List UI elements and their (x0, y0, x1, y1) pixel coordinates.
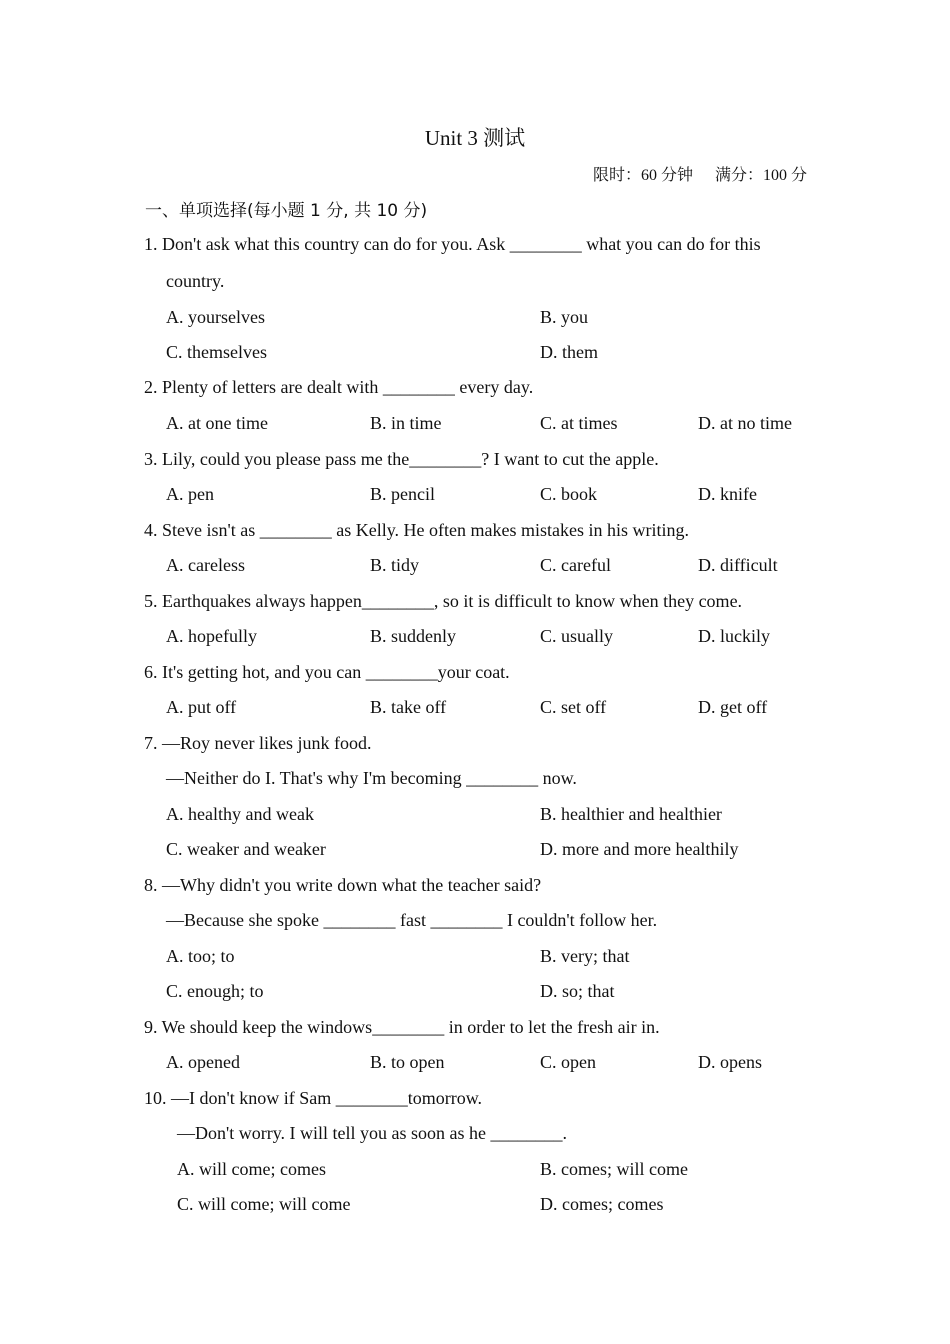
question-7-stem-cont: —Neither do I. That's why I'm becoming ________ now. (166, 768, 577, 788)
question-3-option-d: D. knife (698, 484, 757, 504)
question-5-option-b: B. suddenly (370, 626, 457, 646)
section-heading: 一、单项选择(每小题 1 分, 共 10 分) (145, 201, 428, 221)
full-score: 满分：100 分 (714, 167, 807, 184)
question-2-option-c: C. at times (540, 413, 618, 433)
question-5-stem: 5. Earthquakes always happen________, so it is difficult to know when they come. (144, 591, 743, 611)
question-4-option-a: A. careless (166, 555, 245, 575)
question-1-option-d: D. them (540, 342, 598, 362)
question-6-stem: 6. It's getting hot, and you can ________your coat. (144, 662, 510, 682)
question-1-stem: 1. Don't ask what this country can do for you. Ask ________ what you can do for this (144, 234, 761, 254)
question-8-stem: 8. —Why didn't you write down what the teacher said? (144, 875, 542, 895)
question-10-option-d: D. comes; comes (540, 1194, 664, 1214)
question-8-stem-cont: —Because she spoke ________ fast ________ I couldn't follow her. (166, 910, 658, 930)
question-2-stem: 2. Plenty of letters are dealt with ________ every day. (144, 377, 534, 397)
question-8-option-c: C. enough; to (166, 981, 264, 1001)
question-9-option-c: C. open (540, 1052, 596, 1072)
question-5-option-a: A. hopefully (166, 626, 257, 646)
question-10-option-b: B. comes; will come (540, 1159, 688, 1179)
question-6-option-c: C. set off (540, 697, 607, 717)
question-10-option-a: A. will come; comes (177, 1159, 326, 1179)
question-8-option-a: A. too; to (166, 946, 235, 966)
question-7-option-b: B. healthier and healthier (540, 804, 722, 824)
question-10-option-c: C. will come; will come (177, 1194, 351, 1214)
question-2-option-d: D. at no time (698, 413, 792, 433)
question-4-option-c: C. careful (540, 555, 611, 575)
question-9-option-d: D. opens (698, 1052, 762, 1072)
question-8-option-b: B. very; that (540, 946, 630, 966)
question-1-option-c: C. themselves (166, 342, 267, 362)
question-10-stem: 10. —I don't know if Sam ________tomorrow. (144, 1088, 483, 1108)
question-6-option-a: A. put off (166, 697, 237, 717)
question-10-stem-cont: —Don't worry. I will tell you as soon as he ________. (177, 1123, 568, 1143)
question-4-stem: 4. Steve isn't as ________ as Kelly. He often makes mistakes in his writing. (144, 520, 690, 540)
question-3-option-a: A. pen (166, 484, 214, 504)
question-1-option-b: B. you (540, 307, 589, 327)
question-3-option-c: C. book (540, 484, 598, 504)
question-7-stem: 7. —Roy never likes junk food. (144, 733, 372, 753)
question-2-option-a: A. at one time (166, 413, 268, 433)
page-title: Unit 3 测试 (424, 126, 526, 150)
question-3-stem: 3. Lily, could you please pass me the________? I want to cut the apple. (144, 449, 659, 469)
question-7-option-a: A. healthy and weak (166, 804, 314, 824)
question-9-option-a: A. opened (166, 1052, 240, 1072)
question-7-option-d: D. more and more healthily (540, 839, 739, 859)
question-5-option-d: D. luckily (698, 626, 770, 646)
question-3-option-b: B. pencil (370, 484, 435, 504)
question-2-option-b: B. in time (370, 413, 442, 433)
question-1-option-a: A. yourselves (166, 307, 265, 327)
question-1-stem-cont: country. (166, 271, 225, 291)
question-8-option-d: D. so; that (540, 981, 615, 1001)
question-9-option-b: B. to open (370, 1052, 445, 1072)
time-limit: 限时：60 分钟 (592, 167, 693, 184)
question-7-option-c: C. weaker and weaker (166, 839, 326, 859)
question-4-option-b: B. tidy (370, 555, 420, 575)
question-9-stem: 9. We should keep the windows________ in order to let the fresh air in. (144, 1017, 660, 1037)
question-6-option-d: D. get off (698, 697, 768, 717)
question-5-option-c: C. usually (540, 626, 614, 646)
question-6-option-b: B. take off (370, 697, 447, 717)
question-4-option-d: D. difficult (698, 555, 778, 575)
exam-meta (593, 162, 807, 185)
